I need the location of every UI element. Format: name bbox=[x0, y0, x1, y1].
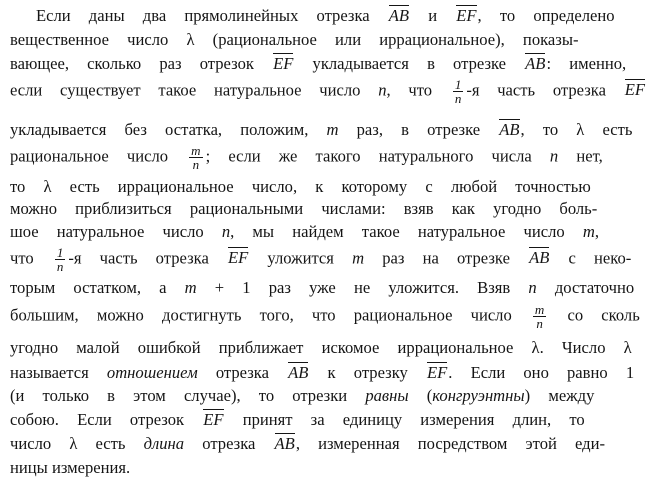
segment-label: AB bbox=[388, 4, 410, 28]
text-run: что bbox=[10, 248, 52, 268]
text-run: отрезка bbox=[184, 434, 274, 453]
line-content bbox=[10, 28, 579, 52]
text-run: . Если оно равно 1 bbox=[448, 363, 635, 382]
text-run: ( bbox=[408, 386, 433, 405]
segment-label: EF bbox=[227, 246, 249, 270]
line-content bbox=[10, 118, 632, 142]
line-content bbox=[10, 408, 585, 432]
text-run: рациональное число bbox=[10, 146, 187, 166]
text-run: нет, bbox=[558, 146, 603, 166]
text-run: -я часть отрезка bbox=[466, 80, 624, 100]
text-line bbox=[0, 28, 649, 52]
text-run: можно приблизиться рациональными числами: взяв как угодно боль- bbox=[10, 199, 598, 218]
segment-label: AB bbox=[528, 246, 550, 270]
text-run: + 1 раз уже не уложится. Взяв bbox=[196, 278, 529, 297]
line-content bbox=[10, 144, 603, 171]
text-line bbox=[0, 52, 649, 76]
line-content bbox=[36, 4, 615, 28]
segment-label: AB bbox=[287, 361, 309, 385]
text-line bbox=[0, 361, 649, 385]
italic-term: m bbox=[352, 248, 365, 268]
segment-label: AB bbox=[498, 118, 520, 142]
text-line bbox=[0, 456, 649, 480]
text-run: : именно, bbox=[546, 54, 627, 73]
line-content bbox=[10, 336, 632, 360]
text-run: если существует такое натуральное число bbox=[10, 80, 379, 100]
text-run: со сколь bbox=[549, 305, 640, 325]
line-content bbox=[10, 220, 599, 244]
text-line bbox=[0, 302, 649, 331]
italic-term: n bbox=[549, 146, 559, 166]
segment-label: EF bbox=[624, 78, 646, 102]
text-run: число λ есть bbox=[10, 434, 144, 453]
text-run: с неко- bbox=[550, 248, 632, 268]
segment-label: EF bbox=[272, 52, 294, 76]
text-run: принят за единицу измерения длин, то bbox=[224, 410, 585, 429]
fraction-denominator: n bbox=[56, 259, 64, 274]
line-content bbox=[10, 246, 631, 273]
text-run: отрезка bbox=[197, 363, 288, 382]
segment-label: EF bbox=[202, 408, 224, 432]
line-content bbox=[10, 303, 640, 330]
text-run: достаточно bbox=[536, 278, 635, 297]
text-run: укладывается в отрезке bbox=[294, 54, 525, 73]
italic-term: m bbox=[582, 222, 595, 241]
line-content bbox=[10, 78, 646, 105]
text-run: называется bbox=[10, 363, 107, 382]
text-run: , то определено bbox=[477, 6, 615, 25]
text-run: , измеренная посредством этой еди- bbox=[295, 434, 606, 453]
text-run: и bbox=[410, 6, 456, 25]
text-line bbox=[0, 384, 649, 408]
segment-label: AB bbox=[524, 52, 546, 76]
fraction bbox=[533, 303, 546, 330]
line-content bbox=[10, 276, 634, 300]
text-run: торым остатком, а bbox=[10, 278, 185, 297]
text-line bbox=[0, 175, 649, 199]
text-run: уложится bbox=[249, 248, 353, 268]
text-line bbox=[0, 336, 649, 360]
segment-label: EF bbox=[426, 361, 448, 385]
text-line bbox=[0, 197, 649, 221]
text-run: шое натуральное число bbox=[10, 222, 222, 241]
text-run: , что bbox=[386, 80, 450, 100]
line-content bbox=[10, 52, 626, 76]
italic-term: длина bbox=[143, 434, 185, 453]
text-run: раз на отрезке bbox=[364, 248, 529, 268]
italic-term: n bbox=[378, 80, 387, 100]
italic-term: равны bbox=[365, 386, 409, 405]
text-run: , bbox=[594, 222, 599, 241]
text-run: угодно малой ошибкой приближает искомое иррациональное λ. Число λ bbox=[10, 338, 632, 357]
fraction-numerator: 1 bbox=[56, 245, 64, 260]
text-line bbox=[0, 408, 649, 432]
text-run: ; если же такого натурального числа bbox=[205, 146, 550, 166]
text-line bbox=[0, 245, 649, 274]
text-line bbox=[0, 220, 649, 244]
text-run: вещественное число λ (рациональное или иррациональное), показы- bbox=[10, 30, 579, 49]
line-content bbox=[10, 361, 634, 385]
line-content bbox=[10, 456, 130, 480]
text-line bbox=[0, 4, 649, 28]
fraction bbox=[453, 78, 464, 105]
text-line bbox=[0, 118, 649, 142]
line-content bbox=[10, 384, 594, 408]
text-line bbox=[0, 77, 649, 106]
fraction-denominator: n bbox=[454, 91, 462, 106]
italic-term: n bbox=[528, 278, 537, 297]
text-line bbox=[0, 143, 649, 172]
text-line bbox=[0, 276, 649, 300]
line-content bbox=[10, 175, 591, 199]
text-run: собою. Если отрезок bbox=[10, 410, 203, 429]
italic-term: m bbox=[184, 278, 197, 297]
segment-label: EF bbox=[455, 4, 477, 28]
italic-term: отношением bbox=[106, 363, 198, 382]
text-run: к отрезку bbox=[309, 363, 426, 382]
text-run: вающее, сколько раз отрезок bbox=[10, 54, 273, 73]
fraction-denominator: n bbox=[192, 157, 200, 172]
fraction-numerator: 1 bbox=[454, 77, 462, 92]
italic-term: n bbox=[221, 222, 231, 241]
italic-term: m bbox=[326, 120, 339, 139]
text-run: ницы измерения. bbox=[10, 458, 131, 477]
italic-term: конгруэнтны bbox=[432, 386, 525, 405]
fraction-denominator: n bbox=[536, 316, 543, 331]
text-run: (и только в этом случае), то отрезки bbox=[10, 386, 366, 405]
fraction bbox=[55, 246, 66, 273]
text-run: то λ есть иррациональное число, к которому с любой точностью bbox=[10, 177, 591, 196]
text-run: укладывается без остатка, положим, bbox=[10, 120, 327, 139]
text-line bbox=[0, 432, 649, 456]
fraction-numerator: m bbox=[191, 143, 201, 158]
text-run: , то λ есть bbox=[520, 120, 633, 139]
fraction bbox=[189, 144, 202, 171]
text-run: -я часть отрезка bbox=[68, 248, 227, 268]
text-run: Если даны два прямолинейных отрезка bbox=[36, 6, 388, 25]
text-run: ) между bbox=[524, 386, 595, 405]
line-content bbox=[10, 432, 605, 456]
text-run: раз, в отрезке bbox=[338, 120, 499, 139]
segment-label: AB bbox=[274, 432, 296, 456]
text-run: , мы найдем такое натуральное число bbox=[230, 222, 583, 241]
fraction-numerator: m bbox=[534, 302, 545, 317]
text-run: большим, можно достигнуть того, что рациональное число bbox=[10, 305, 530, 325]
line-content bbox=[10, 197, 597, 221]
